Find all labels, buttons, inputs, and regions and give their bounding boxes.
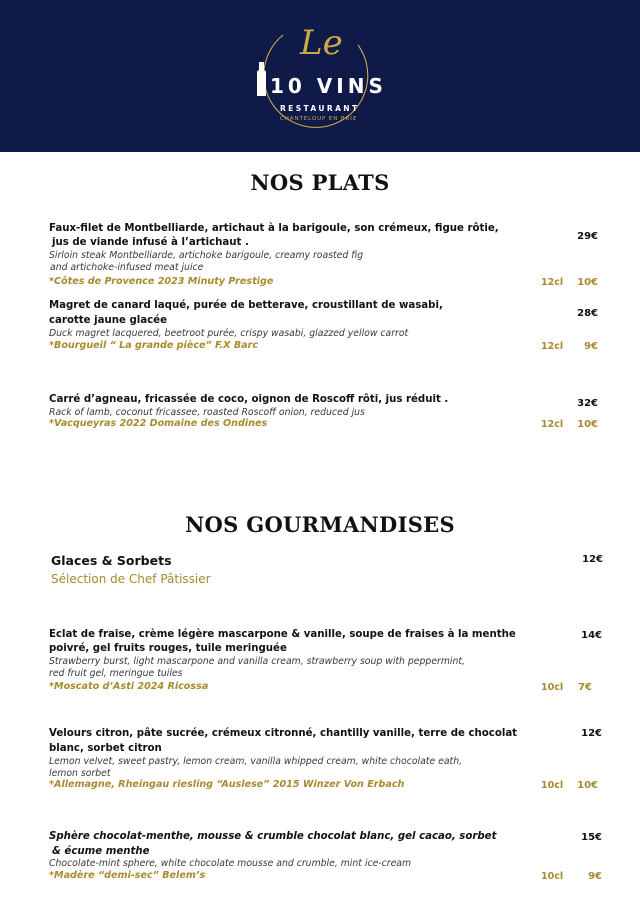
wine-volume: 10cl xyxy=(541,871,564,882)
dessert-price: 14€ xyxy=(581,630,602,641)
dessert-translation-line: red fruit gel, meringue tuiles xyxy=(49,668,183,679)
wine-price: 10€ xyxy=(577,780,598,791)
restaurant-logo xyxy=(0,0,640,152)
wine-price: 9€ xyxy=(584,341,598,352)
logo-location: CHANTELOUP EN BRIE xyxy=(280,116,358,122)
dessert-price: 12€ xyxy=(582,554,603,565)
wine-price: 7€ xyxy=(578,682,592,693)
dessert-name-line: Velours citron, pâte sucrée, crémeux citronné, chantilly vanille, terre de chocolat xyxy=(49,728,518,739)
header-banner xyxy=(0,0,640,152)
wine-volume: 12cl xyxy=(541,277,564,288)
dessert-translation-line: Strawberry burst, light mascarpone and vanilla cream, strawberry soup with peppermint, xyxy=(49,656,465,667)
dessert-translation-line: Chocolate-mint sphere, white chocolate mousse and crumble, mint ice-cream xyxy=(49,858,412,869)
section-title-gourmandises: NOS GOURMANDISES xyxy=(185,512,455,537)
wine-pairing: *Madère “demi-sec” Belem’s xyxy=(49,870,206,881)
dessert-name-line: & écume menthe xyxy=(52,846,150,857)
dish-translation-line: and artichoke-infused meat juice xyxy=(50,262,204,273)
dish-price: 28€ xyxy=(577,308,598,319)
dish-name-line: carotte jaune glacée xyxy=(49,315,167,326)
dish-translation-line: Rack of lamb, coconut fricassee, roasted Roscoff onion, reduced jus xyxy=(49,407,365,418)
wine-price: 10€ xyxy=(577,419,598,430)
wine-volume: 12cl xyxy=(541,341,564,352)
dish-name-line: Carré d’agneau, fricassée de coco, oignon de Roscoff rôti, jus réduit . xyxy=(49,394,449,405)
dish-name-line: Magret de canard laqué, purée de betterave, croustillant de wasabi, xyxy=(49,300,443,311)
logo-le: Le xyxy=(300,23,343,63)
section-title-plats: NOS PLATS xyxy=(250,170,390,195)
dessert-price: 15€ xyxy=(581,832,602,843)
dish-price: 29€ xyxy=(577,231,598,242)
wine-volume: 10cl xyxy=(541,780,564,791)
glaces-subtitle: Sélection de Chef Pâtissier xyxy=(51,572,211,586)
dessert-translation-line: Lemon velvet, sweet pastry, lemon cream, vanilla whipped cream, white chocolate eath, xyxy=(49,756,463,767)
dessert-name-line: blanc, sorbet citron xyxy=(49,743,162,754)
dish-translation-line: Duck magret lacquered, beetroot purée, crispy wasabi, glazzed yellow carrot xyxy=(49,328,409,339)
dish-translation-line: Sirloin steak Montbelliarde, artichoke barigoule, creamy roasted fig xyxy=(49,250,364,261)
wine-volume: 12cl xyxy=(541,419,564,430)
wine-price: 10€ xyxy=(577,277,598,288)
dessert-name-line: Sphère chocolat-menthe, mousse & crumble chocolat blanc, gel cacao, sorbet xyxy=(49,831,497,842)
dessert-name-line: poivré, gel fruits rouges, tuile meringuée xyxy=(49,643,287,654)
dessert-translation-line: lemon sorbet xyxy=(49,768,111,779)
glaces-title: Glaces & Sorbets xyxy=(51,553,172,568)
wine-pairing: *Allemagne, Rheingau riesling “Auslese” 2015 Winzer Von Erbach xyxy=(49,779,405,790)
logo-name: 10 VINS xyxy=(270,74,387,98)
dessert-name-line: Eclat de fraise, crème légère mascarpone & vanille, soupe de fraises à la menthe xyxy=(49,629,516,640)
wine-price: 9€ xyxy=(588,871,602,882)
wine-volume: 10cl xyxy=(541,682,564,693)
wine-pairing: *Côtes de Provence 2023 Minuty Prestige xyxy=(49,276,274,287)
wine-pairing: *Bourgueil “ La grande pièce” F.X Barc xyxy=(49,340,259,351)
wine-pairing: *Moscato d’Asti 2024 Ricossa xyxy=(49,681,209,692)
dessert-price: 12€ xyxy=(581,728,602,739)
dish-price: 32€ xyxy=(577,398,598,409)
wine-pairing: *Vacqueyras 2022 Domaine des Ondines xyxy=(49,418,268,429)
logo-restaurant: RESTAURANT xyxy=(280,104,360,113)
dish-name-line: jus de viande infusé à l’artichaut . xyxy=(52,237,249,248)
dish-name-line: Faux-filet de Montbelliarde, artichaut à la barigoule, son crémeux, figue rôtie, xyxy=(49,223,499,234)
